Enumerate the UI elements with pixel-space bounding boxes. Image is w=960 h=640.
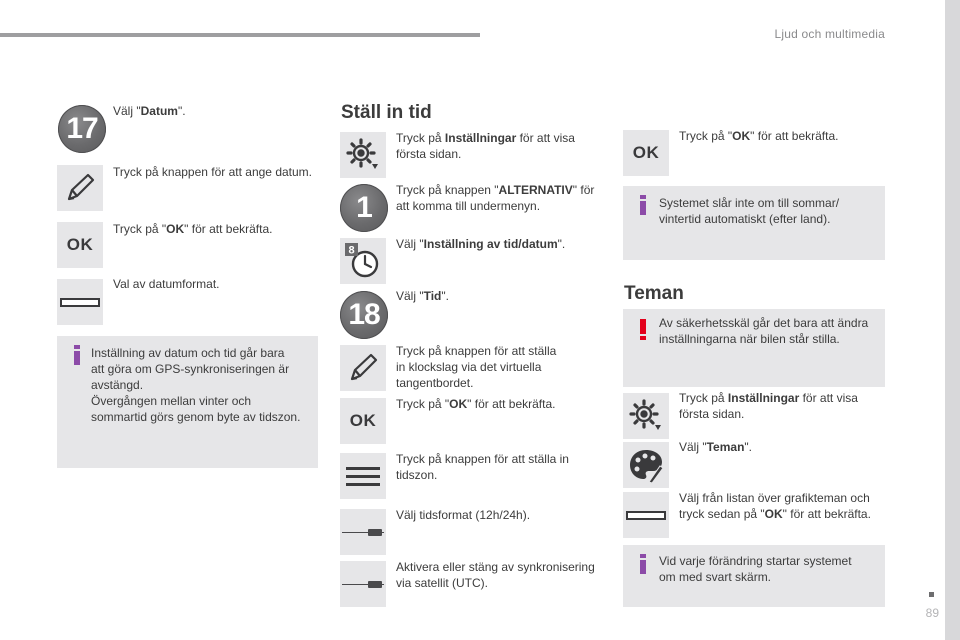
ok-icon: OK	[340, 398, 386, 444]
info-panel-restart: Vid varje förändring startar systemet om med svart skärm.	[623, 545, 885, 607]
step-enter-date: Tryck på knappen för att ange datum.	[113, 165, 313, 179]
step-number-18	[340, 291, 388, 339]
step-confirm-ok-time: Tryck på "OK" för att bekräfta.	[396, 397, 556, 411]
info-panel-date: Inställning av datum och tid går bara att göra om GPS-synkroniseringen är avstängd. Övergången mellan vinter och sommartid görs genom byte av tidszon.	[57, 336, 318, 468]
section-title-set-time: Ställ in tid	[341, 102, 432, 123]
section-title-themes: Teman	[624, 283, 684, 304]
step-number-17	[58, 105, 106, 153]
pencil-icon	[340, 345, 386, 391]
header-rule	[0, 33, 480, 37]
section-header: Ljud och multimedia	[774, 27, 885, 41]
date-format-bar-icon	[623, 492, 669, 538]
step-timezone: Tryck på knappen för att ställa in tidszon.	[396, 452, 569, 482]
step-gps-sync: Aktivera eller stäng av synkronisering via satellit (UTC).	[396, 560, 595, 590]
info-icon	[639, 195, 647, 215]
step-number-1	[340, 184, 388, 232]
step-number-1-badge: 1	[340, 184, 388, 232]
step-number-18-badge: 18	[340, 291, 388, 339]
info-icon	[73, 345, 81, 365]
step-number-17-badge: 17	[58, 105, 106, 153]
step-time-date-settings: Välj "Inställning av tid/datum".	[396, 237, 566, 251]
date-format-bar-icon	[57, 279, 103, 325]
time-format-slider-icon	[340, 509, 386, 555]
page-marker	[929, 592, 934, 597]
step-select-time: Välj "Tid".	[396, 289, 449, 303]
step-choose-theme: Välj från listan över grafikteman och tryck sedan på "OK" för att bekräfta.	[679, 491, 871, 521]
clock-8-icon	[340, 238, 386, 284]
step-select-date: Välj "Datum".	[113, 104, 186, 118]
palette-icon	[623, 442, 669, 488]
gps-sync-slider-icon	[340, 561, 386, 607]
step-open-settings: Tryck på Inställningar för att visa första sidan.	[396, 131, 575, 161]
page-number: 89	[925, 606, 939, 620]
step-enter-time-keyboard: Tryck på knappen för att ställa in klockslag via det virtuella tangentbordet.	[396, 344, 557, 390]
page-edge-strip	[945, 0, 960, 640]
info-panel-dst: Systemet slår inte om till sommar/ vintertid automatiskt (efter land).	[623, 186, 885, 260]
warning-panel: Av säkerhetsskäl går det bara att ändra inställningarna när bilen står stilla.	[623, 309, 885, 387]
step-select-themes: Välj "Teman".	[679, 440, 752, 454]
ok-icon: OK	[623, 130, 669, 176]
info-icon	[639, 554, 647, 574]
step-open-settings-themes: Tryck på Inställningar för att visa första sidan.	[679, 391, 858, 421]
step-confirm-ok: Tryck på "OK" för att bekräfta.	[113, 222, 273, 236]
step-date-format: Val av datumformat.	[113, 277, 220, 291]
warning-icon	[639, 319, 647, 340]
step-confirm-ok-right: Tryck på "OK" för att bekräfta.	[679, 129, 839, 143]
menu-lines-icon	[340, 453, 386, 499]
step-alternativ: Tryck på knappen "ALTERNATIV" för att komma till undermenyn.	[396, 183, 595, 213]
settings-gear-icon	[623, 393, 669, 439]
clock-badge-8: 8	[348, 244, 355, 257]
ok-icon: OK	[57, 222, 103, 268]
step-time-format: Välj tidsformat (12h/24h).	[396, 508, 531, 522]
settings-gear-icon	[340, 132, 386, 178]
pencil-icon	[57, 165, 103, 211]
